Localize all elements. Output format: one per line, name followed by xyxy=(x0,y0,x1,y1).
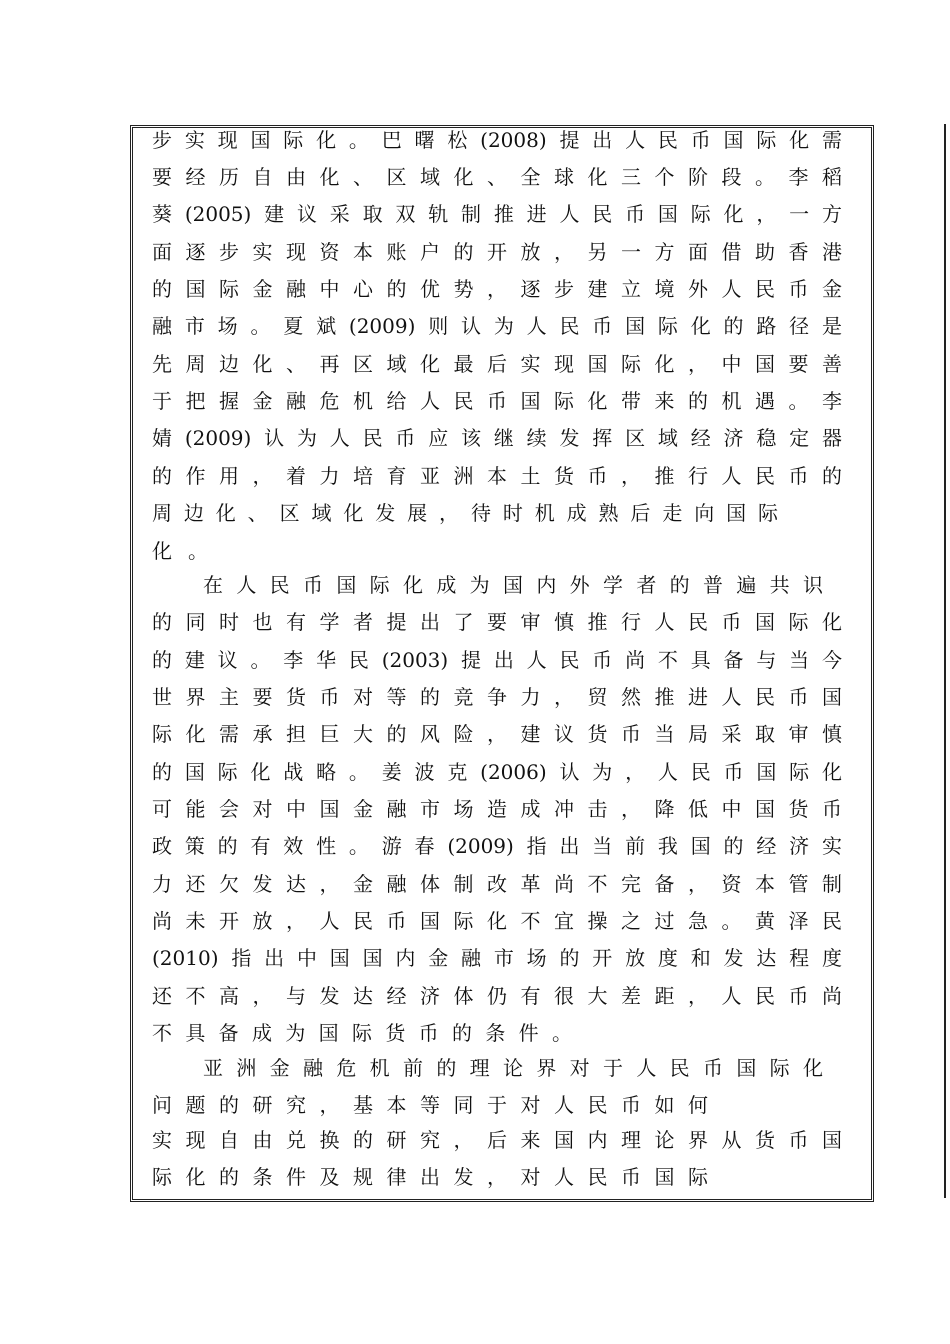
text-line: 化。 xyxy=(152,539,224,563)
right-edge-rule xyxy=(944,124,946,1198)
text-line: 要经历自由化、区域化、全球化三个阶段。李稻 xyxy=(152,165,842,189)
text-line: 于把握金融危机给人民币国际化带来的机遇。李 xyxy=(152,389,842,413)
text-line: 的国际金融中心的优势，逐步建立境外人民币金 xyxy=(152,277,842,301)
text-line: 婧(2009)认为人民币应该继续发挥区域经济稳定器 xyxy=(152,426,842,450)
text-line: 政策的有效性。游春(2009)指出当前我国的经济实 xyxy=(152,834,842,858)
text-line: 融市场。夏斌(2009)则认为人民币国际化的路径是 xyxy=(152,314,842,338)
text-line: 先周边化、再区域化最后实现国际化，中国要善 xyxy=(152,352,842,376)
text-line: 面逐步实现资本账户的开放，另一方面借助香港 xyxy=(152,240,842,264)
text-line: (2010)指出中国国内金融市场的开放度和发达程度 xyxy=(152,946,842,970)
text-line: 问题的研究，基本等同于对人民币如何 xyxy=(152,1093,708,1117)
text-line: 还不高，与发达经济体仍有很大差距，人民币尚 xyxy=(152,984,842,1008)
paragraph-first-line: 在人民币国际化成为国内外学者的普遍共识 xyxy=(203,573,823,597)
text-line: 实现自由兑换的研究，后来国内理论界从货币国 xyxy=(152,1128,842,1152)
text-line: 世界主要货币对等的竞争力，贸然推进人民币国 xyxy=(152,685,842,709)
text-line: 可能会对中国金融市场造成冲击，降低中国货币 xyxy=(152,797,842,821)
text-line: 力还欠发达，金融体制改革尚不完备，资本管制 xyxy=(152,872,842,896)
text-line: 步实现国际化。巴曙松(2008)提出人民币国际化需 xyxy=(152,128,842,152)
text-line: 的作用，着力培育亚洲本土货币，推行人民币的 xyxy=(152,464,842,488)
text-line: 周边化、区域化发展，待时机成熟后走向国际 xyxy=(152,501,778,525)
text-line: 的国际化战略。姜波克(2006)认为，人民币国际化 xyxy=(152,760,842,784)
text-line: 尚未开放，人民币国际化不宜操之过急。黄泽民 xyxy=(152,909,842,933)
text-line: 际化需承担巨大的风险，建议货币当局采取审慎 xyxy=(152,722,842,746)
text-line: 葵(2005)建议采取双轨制推进人民币国际化，一方 xyxy=(152,202,842,226)
text-line: 的建议。李华民(2003)提出人民币尚不具备与当今 xyxy=(152,648,842,672)
text-line: 不具备成为国际货币的条件。 xyxy=(152,1021,572,1045)
text-line: 际化的条件及规律出发，对人民币国际 xyxy=(152,1165,708,1189)
paragraph-first-line: 亚洲金融危机前的理论界对于人民币国际化 xyxy=(203,1056,823,1080)
text-line: 的同时也有学者提出了要审慎推行人民币国际化 xyxy=(152,610,842,634)
